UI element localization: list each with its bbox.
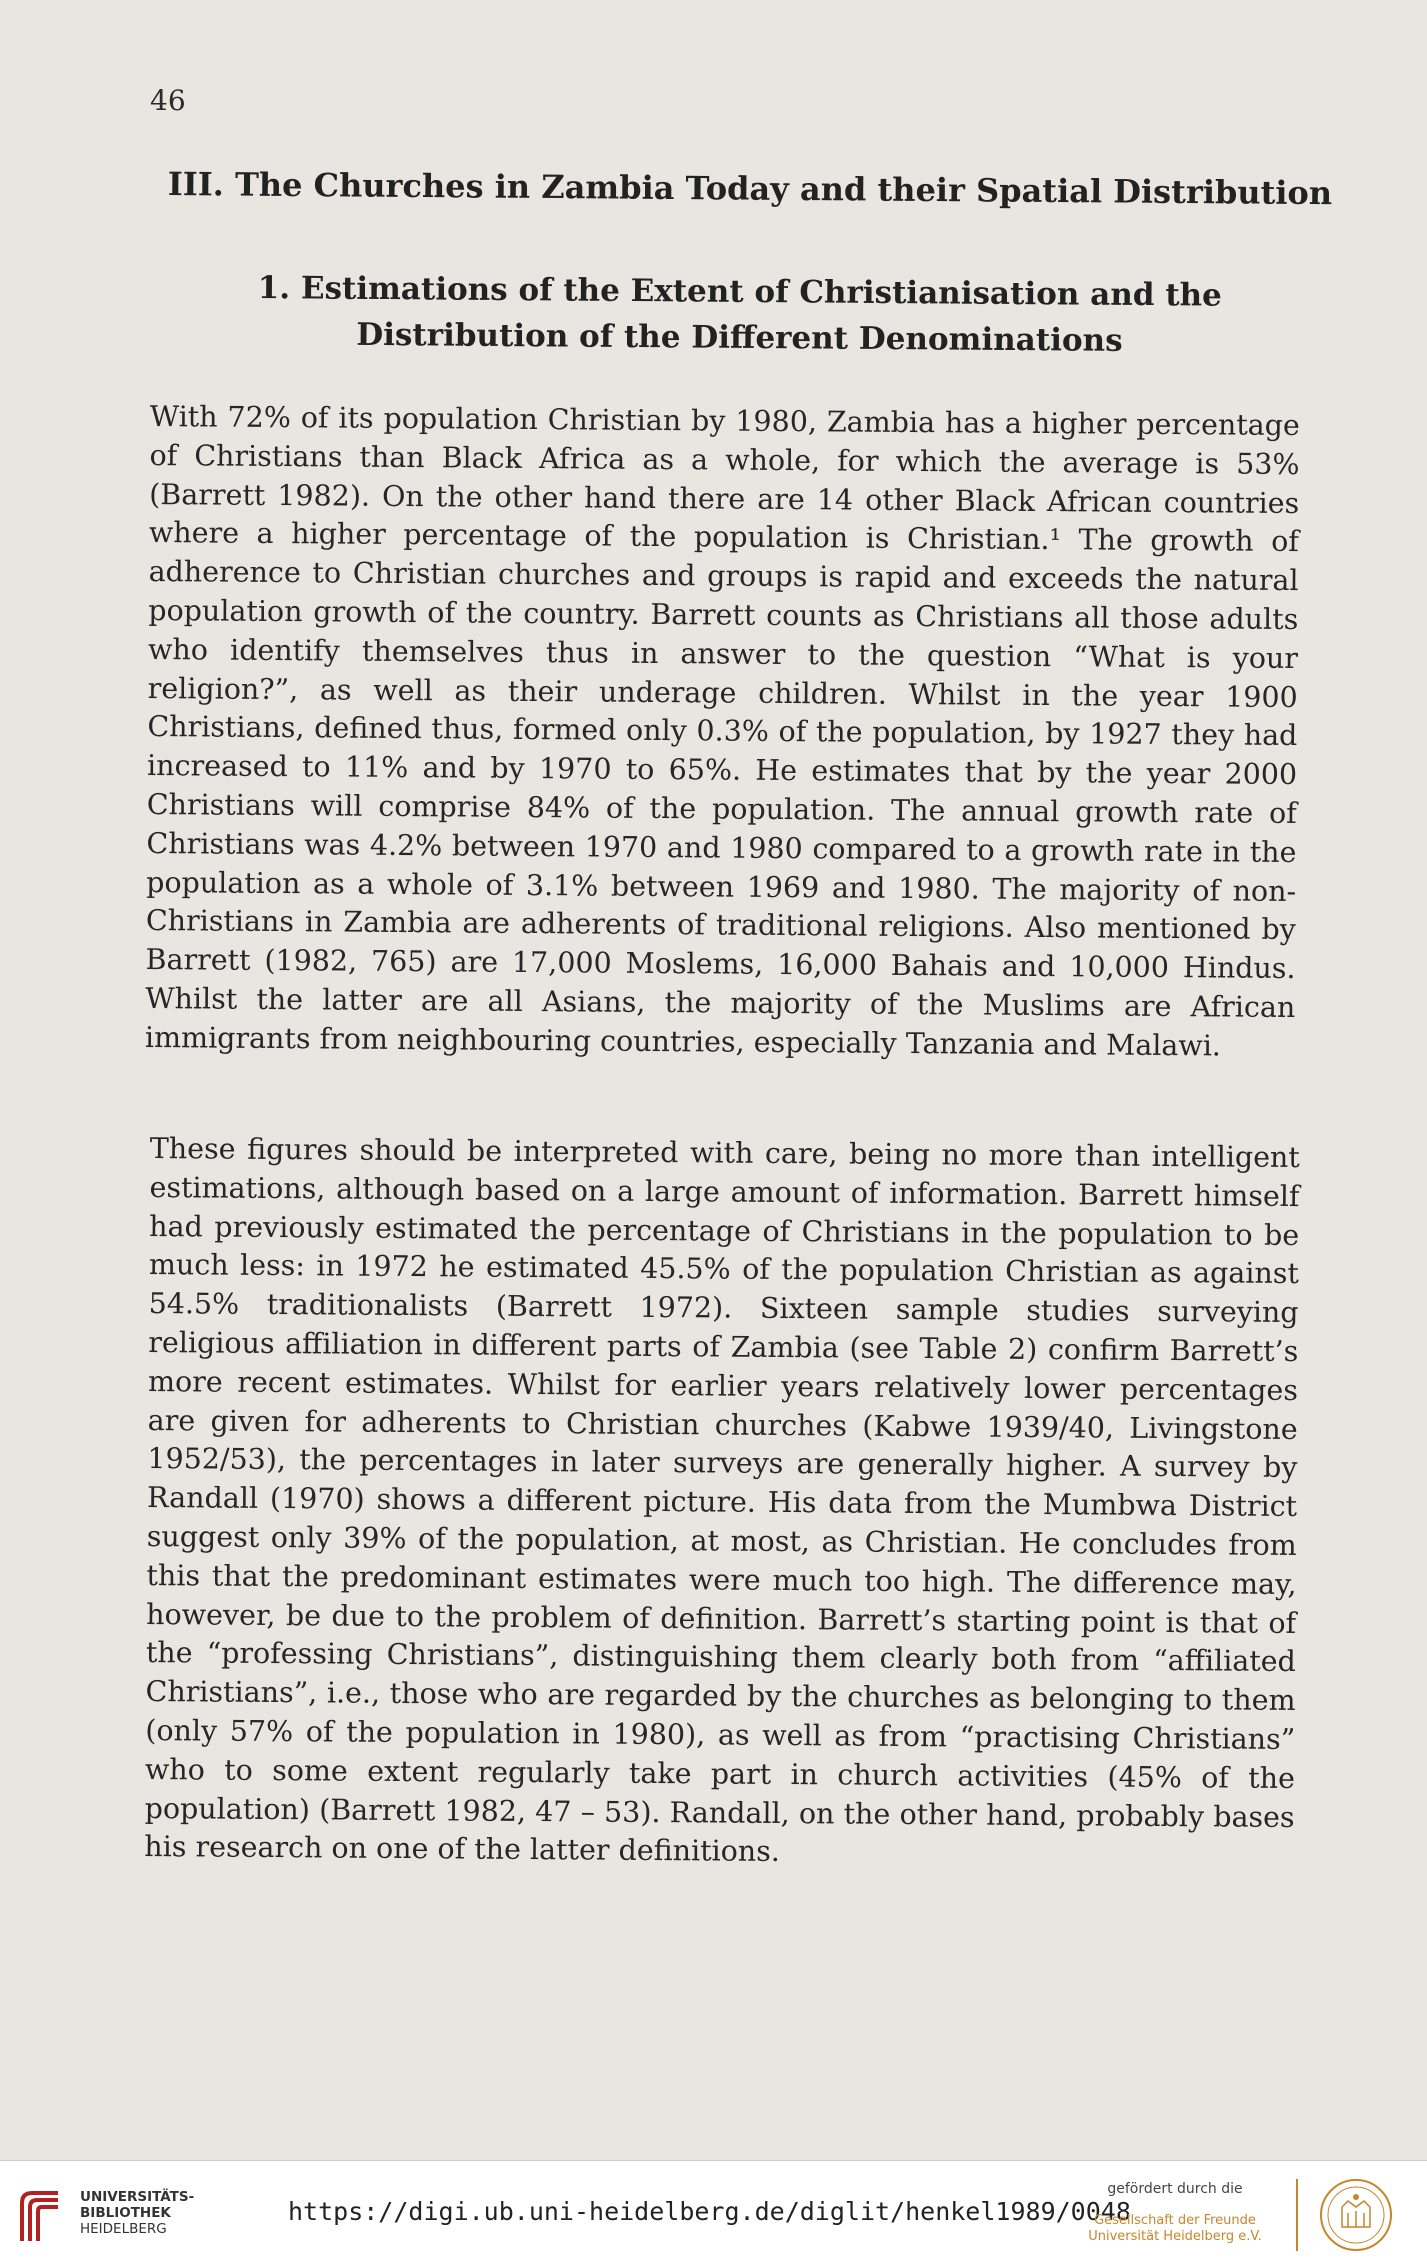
library-name: [80, 2189, 194, 2237]
university-seal-icon: [1318, 2177, 1394, 2253]
library-name-line: UNIVERSITÄTS-: [80, 2189, 195, 2205]
chapter-heading: III. The Churches in Zambia Today and their Spatial Distribution: [167, 165, 1333, 213]
sponsor-divider: [1296, 2179, 1298, 2251]
sponsor-name-line: Universität Heidelberg e.V.: [1088, 2229, 1262, 2244]
digitization-footer: [0, 2160, 1427, 2265]
body-paragraph-1: With 72% of its population Christian by 1980, Zambia has a higher percentage of Christians than Black Africa as a whole, for which the average is 53% (Barrett 1982). On the other hand there are 14 other Black African countries where a higher percentage of the population is Christian.¹ The growth of adherence to Christian churches and groups is rapid and exceeds the natural population growth of the country. Barrett counts as Christians all those adults who identify themselves thus in answer to the question “What is your religion?”, as well as their underage children. Whilst in the year 1900 Christians, defined thus, formed only 0.3% of the population, by 1927 they had increased to 11% and by 1970 to 65%. He estimates that by the year 2000 Christians will comprise 84% of the population. The annual growth rate of Christians was 4.2% between 1970 and 1980 compared to a growth rate in the population as a whole of 3.1% between 1969 and 1980. The majority of non-Christians in Zambia are adherents of traditional religions. Also mentioned by Barrett (1982, 765) are 17,000 Moslems, 16,000 Bahais and 10,000 Hindus. Whilst the latter are all Asians, the majority of the Muslims are African immigrants from neighbouring countries, especially Tanzania and Malawi.: [144, 399, 1300, 1063]
page-number: 46: [150, 84, 186, 117]
body-paragraph-2: These figures should be interpreted with care, being no more than intelligent estimations, although based on a large amount of information. Barrett himself had previously estimated the percentage of Christians in the population to be much less: in 1972 he estimated 45.5% of the population Christian as against 54.5% traditionalists (Barrett 1972). Sixteen sample studies surveying religious affiliation in different parts of Zambia (see Table 2) confirm Barrett’s more recent estimates. Whilst for earlier years relatively lower percentages are given for adherents to Christian churches (Kabwe 1939/40, Livingstone 1952/53), the percentages in later surveys are generally higher. A survey by Randall (1970) shows a different picture. His data from the Mumbwa District suggest only 39% of the population, at most, as Christian. He concludes from this that the predominant estimates were much too high. The difference may, however, be due to the problem of definition. Barrett’s starting point is that of the “professing Christians”, distinguishing them clearly both from “affiliated Christians”, i.e., those who are regarded by the churches as belonging to them (only 57% of the population in 1980), as well as from “practising Christians” who to some extent regularly take part in church activities (45% of the population) (Barrett 1982, 47 – 53). Randall, on the other hand, probably bases his research on one of the latter definitions.: [144, 1131, 1300, 1869]
section-heading: 1. Estimations of the Extent of Christianisation and the Distribution of the Different Denominations: [257, 270, 1223, 359]
permalink-url[interactable]: https://digi.ub.uni-heidelberg.de/diglit/henkel1989/0048: [288, 2197, 1131, 2226]
library-name-line: HEIDELBERG: [80, 2221, 167, 2237]
sponsor-note: gefördert durch die: [1107, 2181, 1243, 2197]
library-name-line: BIBLIOTHEK: [80, 2205, 171, 2221]
sponsor-credit: [1070, 2181, 1280, 2245]
university-library-logo-icon: [14, 2187, 66, 2243]
sponsor-name-line: Gesellschaft der Freunde: [1094, 2213, 1256, 2228]
